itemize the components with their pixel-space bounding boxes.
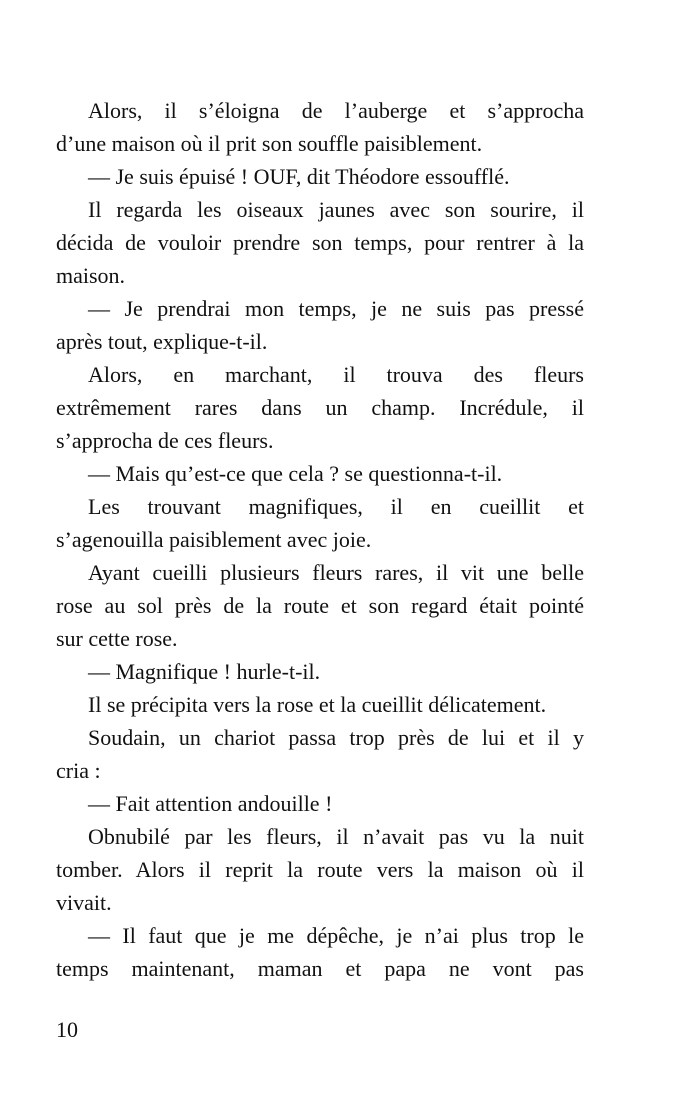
text-line: après tout, explique-t-il.	[56, 329, 268, 354]
text-line: temps maintenant, maman et papa ne vont pas	[56, 956, 584, 981]
text-line: — Je suis épuisé ! OUF, dit Théodore essoufflé.	[88, 164, 510, 189]
text-line: maison.	[56, 263, 126, 288]
text-line: sur cette rose.	[56, 626, 178, 651]
page-number: 10	[56, 1017, 78, 1042]
text-line: Il se précipita vers la rose et la cueillit délicatement.	[88, 692, 547, 717]
text-line: Ayant cueilli plusieurs fleurs rares, il vit une belle	[88, 560, 584, 585]
text-line: — Mais qu’est-ce que cela ? se questionna-t-il.	[88, 461, 503, 486]
text-line: décida de vouloir prendre son temps, pour rentrer à la	[56, 230, 584, 255]
page-body	[56, 94, 584, 985]
text-line: tomber. Alors il reprit la route vers la maison où il	[56, 857, 584, 882]
text-line: Obnubilé par les fleurs, il n’avait pas vu la nuit	[88, 824, 584, 849]
text-line: s’agenouilla paisiblement avec joie.	[56, 527, 372, 552]
text-line: — Je prendrai mon temps, je ne suis pas pressé	[88, 296, 584, 321]
text-line: — Il faut que je me dépêche, je n’ai plus trop le	[88, 923, 584, 948]
text-line: Soudain, un chariot passa trop près de lui et il y	[88, 725, 584, 750]
text-line: Les trouvant magnifiques, il en cueillit et	[88, 494, 584, 519]
text-line: d’une maison où il prit son souffle paisiblement.	[56, 131, 483, 156]
text-line: rose au sol près de la route et son regard était pointé	[56, 593, 584, 618]
text-line: — Magnifique ! hurle-t-il.	[88, 659, 321, 684]
text-line: cria :	[56, 758, 101, 783]
text-line: — Fait attention andouille !	[88, 791, 333, 816]
text-line: Alors, en marchant, il trouva des fleurs	[88, 362, 584, 387]
text-line: Il regarda les oiseaux jaunes avec son sourire, il	[88, 197, 584, 222]
text-line: Alors, il s’éloigna de l’auberge et s’approcha	[88, 98, 584, 123]
text-line: vivait.	[56, 890, 112, 915]
text-line: s’approcha de ces fleurs.	[56, 428, 274, 453]
text-line: extrêmement rares dans un champ. Incrédule, il	[56, 395, 584, 420]
